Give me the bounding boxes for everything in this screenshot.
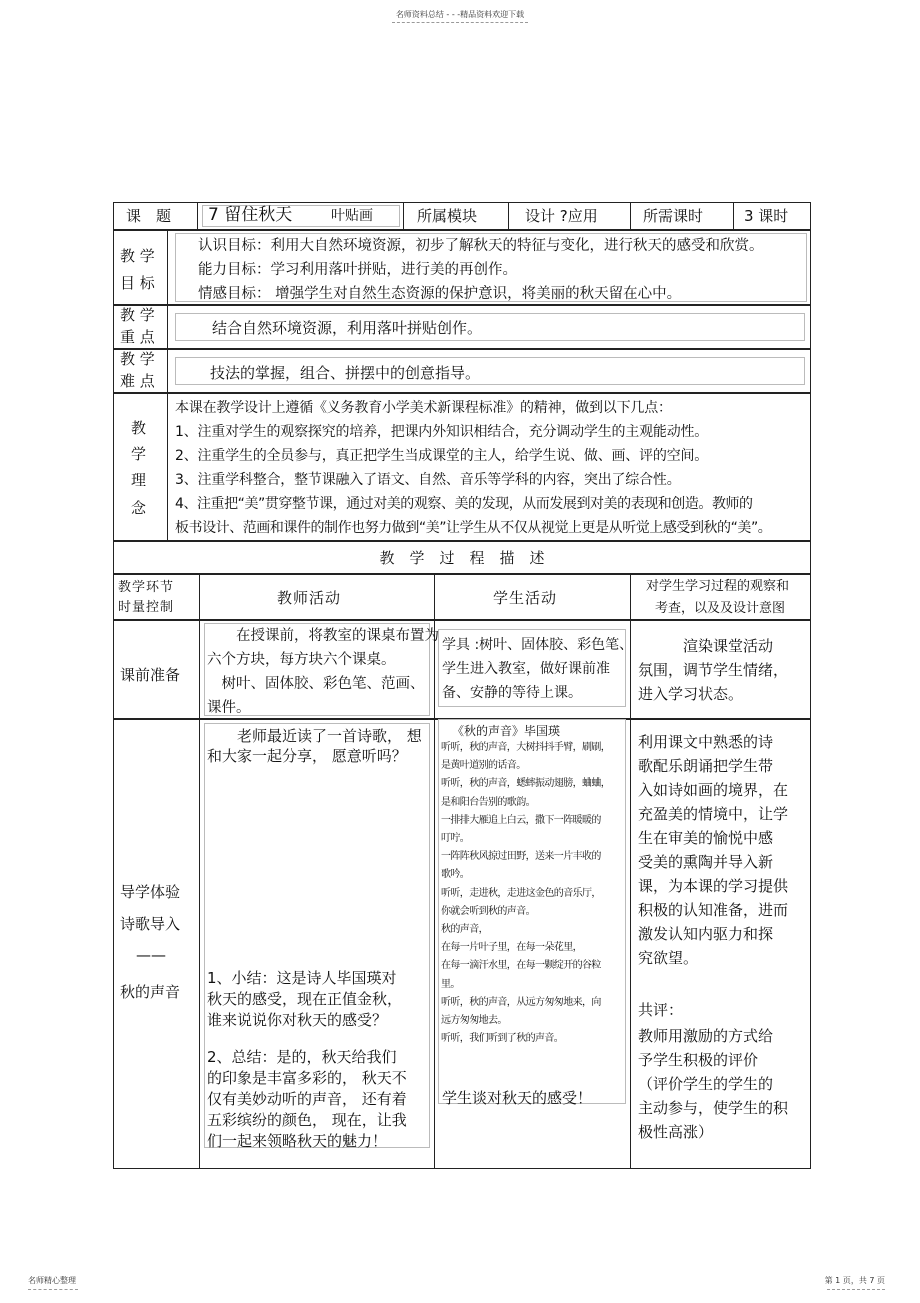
prep-student-line: 学生进入教室，做好课前准 [442, 661, 610, 677]
goals-label: 目 标 [120, 274, 155, 292]
intro-conclusion-line: 的印象是丰富多彩的， 秋天不 [207, 1069, 407, 1087]
review-line: 极性高涨） [638, 1123, 714, 1141]
goals-divider [167, 230, 168, 305]
intro-observe-line: 歌配乐朗诵把学生带 [638, 757, 774, 775]
student-header: 学生活动 [493, 589, 558, 607]
intro-observe-line: 激发认知内驱力和探 [638, 925, 774, 943]
title-divider [630, 202, 631, 230]
page-header: 名师资料总结 - - -精品资料欢迎下载 [395, 10, 525, 19]
prep-teacher-line: 树叶、固体胶、彩色笔、范画、 [207, 676, 425, 692]
philosophy-line: 3、注重学科整合，整节课融入了语文、自然、音乐等学科的内容，突出了综合性。 [175, 472, 681, 488]
teacher-header: 教师活动 [277, 589, 342, 607]
hours-label: 所需课时 [643, 207, 704, 225]
lesson-title: 7 留住秋天 [208, 205, 293, 225]
poem-line: 听听，走进秋，走进这金色的音乐厅， [441, 887, 601, 899]
key-points-text: 结合自然环境资源，利用落叶拼贴创作。 [212, 319, 483, 337]
page-footer-left: 名师精心整理 [28, 1276, 76, 1285]
title-divider [197, 202, 198, 230]
difficulties-text: 技法的掌握，组合、拼摆中的创意指导。 [210, 364, 481, 382]
review-line: 教师用激励的方式给 [638, 1027, 774, 1045]
intro-stage-dash: —— [136, 946, 166, 964]
philosophy-line: 4、注重把“美”贯穿整节课，通过对美的观察、美的发现，从而发展到对美的表现和创造。教师的 [175, 496, 753, 512]
intro-observe-line: 积极的认知准备，进而 [638, 901, 789, 919]
prep-student-line: 学具 :树叶、固体胶、彩色笔、 [442, 637, 634, 653]
key-points-label: 重 点 [120, 328, 155, 346]
prep-observe-line: 渲染课堂活动 [638, 637, 774, 655]
intro-stage: 诗歌导入 [120, 915, 181, 933]
poem-line: 听听，秋的声音，蟋蟀振动翅膀，蛐蛐， [441, 778, 611, 790]
review-line: 共评： [638, 1001, 684, 1019]
philosophy-divider [167, 393, 168, 541]
intro-conclusion-line: 仅有美妙动听的声音， 还有着 [207, 1090, 407, 1108]
philosophy-line: 板书设计、范画和课件的制作也努力做到“美”让学生从不仅从视觉上更是从听觉上感受到秋的“美”。 [175, 520, 772, 536]
review-line: 主动参与，使学生的积 [638, 1099, 789, 1117]
hours-value: 3 课时 [744, 207, 789, 225]
intro-observe-line: 究欲望。 [638, 949, 699, 967]
intro-observe-line: 充盈美的情境中，让学 [638, 805, 789, 823]
philosophy-label: 理 [131, 471, 147, 489]
intro-observe-line: 生在审美的愉悦中感 [638, 829, 774, 847]
poem-line: 里。 [441, 978, 460, 990]
difficulties-label: 教 学 [120, 350, 155, 368]
prep-teacher-line: 课件。 [207, 700, 251, 716]
poem-line: 远方匆匆地去。 [441, 1015, 507, 1026]
intro-observe-line: 受美的熏陶并导入新 [638, 853, 774, 871]
philosophy-line: 1、注重对学生的观察探究的培养，把课内外知识相结合，充分调动学生的主观能动性。 [175, 424, 709, 440]
poem-line: 听听，秋的声音，大树抖抖手臂，刷刷， [441, 742, 611, 753]
intro-teacher-line: 老师最近读了一首诗歌， 想 [207, 727, 422, 745]
poem-line: 听听，我们听到了秋的声音。 [441, 1033, 564, 1045]
poem-line: 听听，秋的声音，从远方匆匆地来，向 [441, 996, 601, 1008]
philosophy-line: 本课在教学设计上遵循《义务教育小学美术新课程标准》的精神，做到以下几点： [175, 400, 672, 416]
poem-line: 秋的声音， [441, 924, 488, 935]
prep-observe-line: 进入学习状态。 [638, 685, 744, 703]
footer-left-divider [28, 1289, 78, 1290]
prep-teacher-line: 在授课前，将教室的课桌布置为 [207, 628, 439, 644]
philosophy-label: 念 [131, 499, 147, 517]
difficulties-divider [167, 349, 168, 393]
title-label: 课 题 [126, 207, 172, 225]
title-divider [508, 202, 509, 230]
poem-title: 《秋的声音》毕国瑛 [452, 724, 561, 738]
difficulties-label: 难 点 [120, 372, 155, 390]
page-footer-right: 第 1 页，共 7 页 [824, 1276, 885, 1285]
key-points-divider [167, 305, 168, 349]
poem-line: 你就会听到秋的声音。 [441, 905, 535, 917]
observe-header: 考查，以及及设计意图 [655, 601, 786, 616]
review-line: 予学生积极的评价 [638, 1051, 759, 1069]
intro-conclusion-line: 们一起来领略秋天的魅力！ [207, 1132, 388, 1150]
intro-observe-line: 利用课文中熟悉的诗 [638, 733, 774, 751]
process-title-row [113, 541, 811, 574]
key-points-label: 教 学 [120, 306, 155, 324]
prep-student-line: 备、安静的等待上课。 [442, 685, 582, 701]
student-talk: 学生谈对秋天的感受！ [442, 1089, 593, 1107]
intro-summary-line: 谁来说说你对秋天的感受？ [207, 1011, 388, 1029]
process-title: 教 学 过 程 描 述 [379, 549, 545, 567]
module-label: 所属模块 [417, 207, 478, 225]
poem-line: 叮咛。 [441, 833, 470, 844]
stage-header: 教学环节 [118, 580, 175, 595]
intro-observe-line: 入如诗如画的境界，在 [638, 781, 789, 799]
observe-header: 对学生学习过程的观察和 [646, 579, 790, 594]
intro-conclusion-line: 五彩缤纷的颜色， 现在，让我 [207, 1111, 407, 1129]
module-value: 设计 ?应用 [525, 207, 598, 225]
poem-line: 在每一滴汗水里，在每一颗绽开的谷粒 [441, 960, 601, 972]
goal-emotion: 情感目标： 增强学生对自然生态资源的保护意识，将美丽的秋天留在心中。 [198, 286, 682, 302]
goal-ability: 能力目标：学习利用落叶拼贴，进行美的再创作。 [198, 262, 517, 278]
prep-stage: 课前准备 [120, 666, 181, 684]
poem-line: 在每一片叶子里，在每一朵花里， [441, 942, 582, 954]
poem-line: 一排排大雁追上白云，撒下一阵暖暖的 [441, 814, 601, 826]
intro-summary-line: 秋天的感受，现在正值金秋， [207, 990, 403, 1008]
philosophy-label: 教 [131, 419, 147, 437]
poem-line: 是和阳台告别的歌韵。 [441, 796, 535, 808]
prep-observe-line: 氛围，调节学生情绪， [638, 661, 789, 679]
title-divider [733, 202, 734, 230]
philosophy-line: 2、注重学生的全员参与，真正把学生当成课堂的主人，给学生说、做、画、评的空间。 [175, 448, 709, 464]
intro-conclusion-line: 2、总结：是的，秋天给我们 [207, 1048, 397, 1066]
lesson-subtitle: 叶贴画 [331, 208, 373, 224]
intro-stage: 秋的声音 [120, 983, 181, 1001]
goals-label: 教 学 [120, 247, 155, 265]
poem-line: 是黄叶道别的话音。 [441, 760, 526, 772]
intro-observe-line: 课，为本课的学习提供 [638, 877, 789, 895]
title-divider [403, 202, 404, 230]
poem-line: 一阵阵秋风掠过田野，送来一片丰收的 [441, 851, 601, 863]
intro-teacher-line: 和大家一起分享， 愿意听吗？ [207, 747, 407, 765]
header-divider [392, 22, 528, 23]
poem-line: 歌吟。 [441, 869, 470, 881]
footer-right-divider [827, 1289, 885, 1290]
time-header: 时量控制 [118, 600, 175, 615]
prep-teacher-line: 六个方块，每方块六个课桌。 [207, 652, 396, 668]
intro-summary-line: 1、小结：这是诗人毕国瑛对 [207, 969, 397, 987]
goal-cognitive: 认识目标：利用大自然环境资源，初步了解秋天的特征与变化，进行秋天的感受和欣赏。 [198, 238, 764, 254]
review-line: （评价学生的学生的 [638, 1075, 774, 1093]
intro-stage: 导学体验 [120, 883, 181, 901]
philosophy-label: 学 [131, 445, 147, 463]
